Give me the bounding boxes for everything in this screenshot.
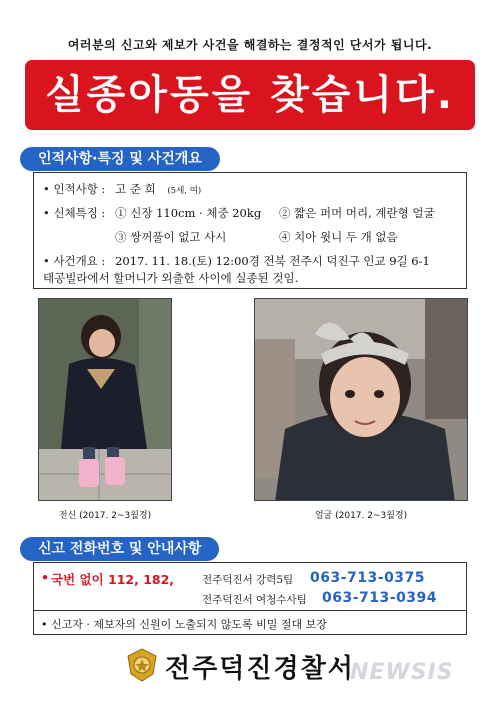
police-station-name: 전주덕진경찰서 <box>165 654 355 684</box>
footer <box>0 640 500 690</box>
body-label: • 신체특징 : <box>43 206 106 220</box>
full-body-caption: 전신 (2017. 2~3월경) <box>58 511 152 521</box>
police-emblem-icon <box>126 648 158 682</box>
missing-child-headline: 실종아동을 찾습니다. <box>25 60 475 130</box>
body-feature-3: ③ 쌍꺼풀이 없고 사시 <box>115 230 227 244</box>
emergency-numbers: 국번 없이 112, 182, <box>51 572 175 587</box>
body-feature-line-1 <box>43 205 261 221</box>
case-label: • 사건개요 : <box>43 254 106 268</box>
full-body-photo <box>38 298 172 501</box>
report-divider <box>34 610 466 611</box>
contact-unit-1: 전주덕진서 강력5팀 <box>202 574 294 586</box>
child-age-gender: (5세, 여) <box>167 186 202 196</box>
body-feature-1: ① 신장 110cm · 체중 20kg <box>115 206 262 220</box>
face-photo <box>254 298 468 501</box>
section-title-personal-info: 인적사항·특징 및 사건개요 <box>20 147 220 171</box>
privacy-notice: • 신고자 · 제보자의 신원이 노출되지 않도록 비밀 절대 보장 <box>41 618 327 631</box>
section-title-report: 신고 전화번호 및 안내사항 <box>20 537 219 561</box>
personal-label: • 인적사항 : <box>43 182 106 196</box>
body-feature-4: ④ 치아 윗니 두 개 없음 <box>279 230 398 244</box>
child-name: 고 준 희 <box>115 182 156 196</box>
contact-phone-2[interactable]: 063-713-0394 <box>322 590 438 606</box>
case-summary-1: 2017. 11. 18.(토) 12:00경 전북 전주시 덕진구 인교 9길 6-1 <box>115 254 430 268</box>
case-summary-2: 태공빌라에서 할머니가 외출한 사이에 실종된 것임. <box>43 271 299 285</box>
face-caption: 얼굴 (2017. 2~3월경) <box>314 511 408 521</box>
news-watermark: NEWSIS <box>350 660 454 685</box>
personal-info-box <box>33 172 467 289</box>
top-notice: 여러분의 신고와 제보가 사건을 해결하는 결정적인 단서가 됩니다. <box>67 38 433 52</box>
report-info-box <box>33 562 467 635</box>
personal-info-line <box>43 181 201 197</box>
report-bullet: • <box>41 570 49 585</box>
contact-phone-1[interactable]: 063-713-0375 <box>310 570 426 586</box>
contact-unit-2: 전주덕진서 여청수사팀 <box>202 594 307 606</box>
case-summary-line-1 <box>43 253 430 269</box>
body-feature-2: ② 짧은 퍼머 머리, 계란형 얼굴 <box>279 206 435 220</box>
